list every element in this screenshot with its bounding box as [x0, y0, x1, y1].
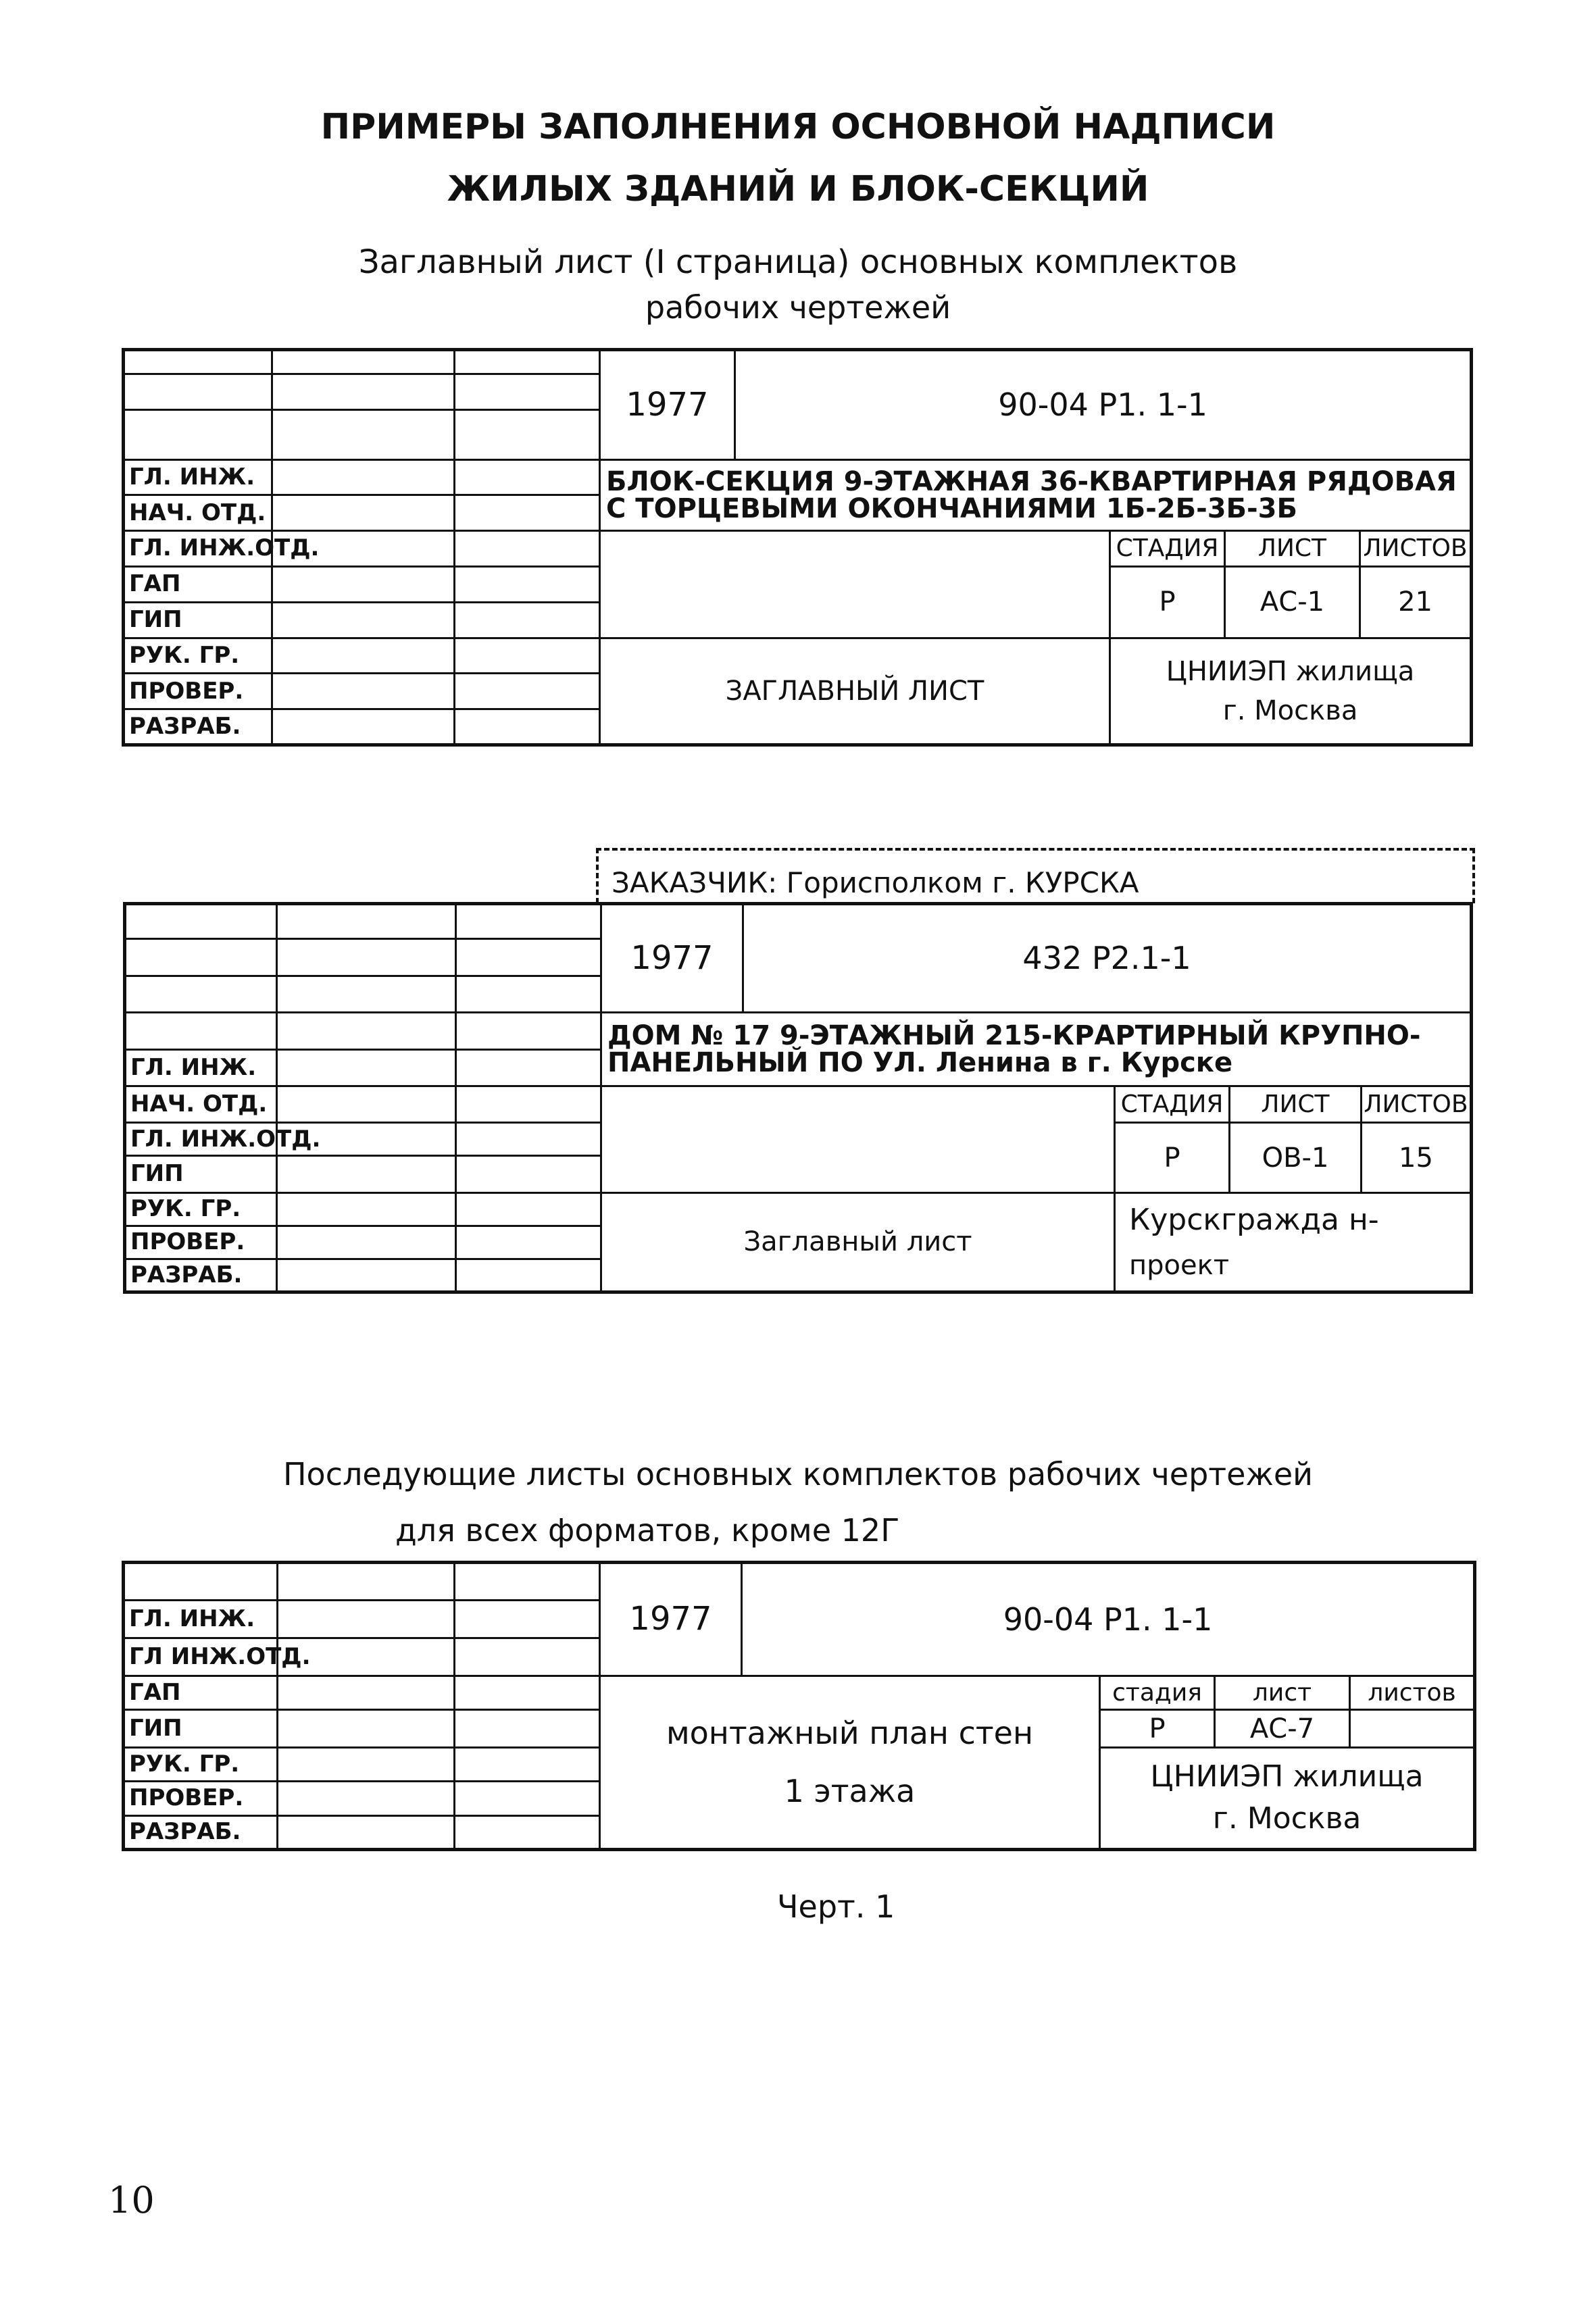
- sheet-title-3: [600, 1676, 1100, 1849]
- label-nach-otd: НАЧ. ОТД.: [124, 495, 272, 531]
- organization-2: [1115, 1192, 1472, 1292]
- sheets-value: 21: [1360, 566, 1472, 638]
- sheet-value-2: ОВ-1: [1230, 1123, 1362, 1192]
- subtitle-line1: Заглавный лист (I страница) основных комплектов: [358, 243, 1238, 281]
- label-razrab-2: РАЗРАБ.: [125, 1259, 277, 1292]
- label-gip-2: ГИП: [125, 1156, 277, 1192]
- sheet-title: ЗАГЛАВНЫЙ ЛИСТ: [600, 638, 1110, 745]
- stage-value-3: Р: [1100, 1710, 1215, 1748]
- object-description-2-line1: ДОМ № 17 9-ЭТАЖНЫЙ 215-КРАРТИРНЫЙ КРУПНО-: [607, 1020, 1421, 1052]
- sheet-title-3-line1: монтажный план стен: [666, 1714, 1034, 1751]
- sheet-title-3-line2: 1 этажа: [784, 1773, 916, 1810]
- main-title-line2: ЖИЛЫХ ЗДАНИЙ И БЛОК-СЕКЦИЙ: [447, 169, 1149, 209]
- label-prover-2: ПРОВЕР.: [125, 1226, 277, 1259]
- main-title-line1: ПРИМЕРЫ ЗАПОЛНЕНИЯ ОСНОВНОЙ НАДПИСИ: [320, 107, 1276, 147]
- header-stage: СТАДИЯ: [1110, 531, 1225, 567]
- section3-line1: Последующие листы основных комплектов рабочих чертежей: [282, 1456, 1314, 1492]
- label-ruk-gr: РУК. ГР.: [124, 638, 272, 674]
- label-ruk-gr-3: РУК. ГР.: [124, 1747, 278, 1781]
- header-sheets-3: листов: [1350, 1676, 1475, 1709]
- label-gl-inzh-2: ГЛ. ИНЖ.: [125, 1049, 277, 1086]
- document-code: 90-04 Р1. 1-1: [735, 350, 1472, 460]
- year-cell-2: 1977: [601, 904, 743, 1013]
- label-gl-inzh-otd-2: ГЛ. ИНЖ.ОТД.: [125, 1123, 277, 1156]
- header-sheets-2: ЛИСТОВ: [1362, 1086, 1472, 1123]
- object-description-line2: С ТОРЦЕВЫМИ ОКОНЧАНИЯМИ 1Б-2Б-3Б-3Б: [606, 493, 1297, 524]
- label-razrab: РАЗРАБ.: [124, 709, 272, 745]
- year-cell-3: 1977: [600, 1563, 742, 1676]
- stage-value-2: Р: [1115, 1123, 1230, 1192]
- section3-line2: для всех форматов, кроме 12Г: [395, 1512, 900, 1549]
- label-prover-3: ПРОВЕР.: [124, 1782, 278, 1815]
- document-code-2: 432 Р2.1-1: [743, 904, 1472, 1013]
- header-sheet: ЛИСТ: [1225, 531, 1360, 567]
- organization-line1: ЦНИИЭП жилища: [1166, 655, 1415, 687]
- sheet-value-3: АС-7: [1215, 1710, 1350, 1748]
- header-stage-3: стадия: [1100, 1676, 1215, 1709]
- sheets-value-3: [1350, 1710, 1475, 1748]
- label-gl-inzh-3: ГЛ. ИНЖ.: [124, 1600, 278, 1638]
- label-gap: ГАП: [124, 566, 272, 602]
- year-cell: 1977: [600, 350, 735, 460]
- title-block-2: [123, 902, 1473, 1294]
- organization-3-line2: г. Москва: [1212, 1801, 1362, 1836]
- object-description-2-line2: ПАНЕЛЬНЫЙ ПО УЛ. Ленина в г. Курске: [607, 1047, 1233, 1079]
- label-gip-3: ГИП: [124, 1710, 278, 1748]
- customer-line: ЗАКАЗЧИК: Горисполком г. КУРСКА: [612, 866, 1139, 899]
- label-gl-inzh: ГЛ. ИНЖ.: [124, 459, 272, 495]
- label-razrab-3: РАЗРАБ.: [124, 1815, 278, 1849]
- label-prover: ПРОВЕР.: [124, 674, 272, 709]
- title-block-1: [122, 348, 1473, 747]
- organization: [1110, 638, 1472, 745]
- label-gap-3: ГАП: [124, 1676, 278, 1709]
- header-stage-2: СТАДИЯ: [1115, 1086, 1230, 1123]
- subtitle-line2: рабочих чертежей: [645, 289, 951, 326]
- object-description: [600, 459, 1472, 531]
- object-description-line1: БЛОК-СЕКЦИЯ 9-ЭТАЖНАЯ 36-КВАРТИРНАЯ РЯДОВАЯ: [606, 466, 1457, 497]
- organization-3: [1100, 1747, 1475, 1849]
- object-description-2: [601, 1013, 1472, 1086]
- label-nach-otd-2: НАЧ. ОТД.: [125, 1086, 277, 1123]
- document-code-3: 90-04 Р1. 1-1: [742, 1563, 1475, 1676]
- figure-caption: Черт. 1: [777, 1888, 895, 1925]
- organization-2-line2: проект: [1129, 1249, 1230, 1281]
- sheet-value: АС-1: [1225, 566, 1360, 638]
- label-ruk-gr-2: РУК. ГР.: [125, 1192, 277, 1226]
- organization-line2: г. Москва: [1222, 695, 1358, 726]
- organization-2-line1: Курскгражда н-: [1129, 1203, 1379, 1238]
- sheet-title-2: Заглавный лист: [601, 1192, 1115, 1292]
- sheets-value-2: 15: [1362, 1123, 1472, 1192]
- organization-3-line1: ЦНИИЭП жилища: [1150, 1759, 1424, 1794]
- header-sheets: ЛИСТОВ: [1360, 531, 1472, 567]
- header-sheet-3: лист: [1215, 1676, 1350, 1709]
- stage-value: Р: [1110, 566, 1225, 638]
- label-gl-inzh-otd-3: ГЛ ИНЖ.ОТД.: [124, 1638, 278, 1676]
- label-gl-inzh-otd: ГЛ. ИНЖ.ОТД.: [124, 531, 272, 567]
- label-gip: ГИП: [124, 602, 272, 638]
- header-sheet-2: ЛИСТ: [1230, 1086, 1362, 1123]
- title-block-3: [122, 1561, 1476, 1851]
- page-number: 10: [108, 2179, 155, 2221]
